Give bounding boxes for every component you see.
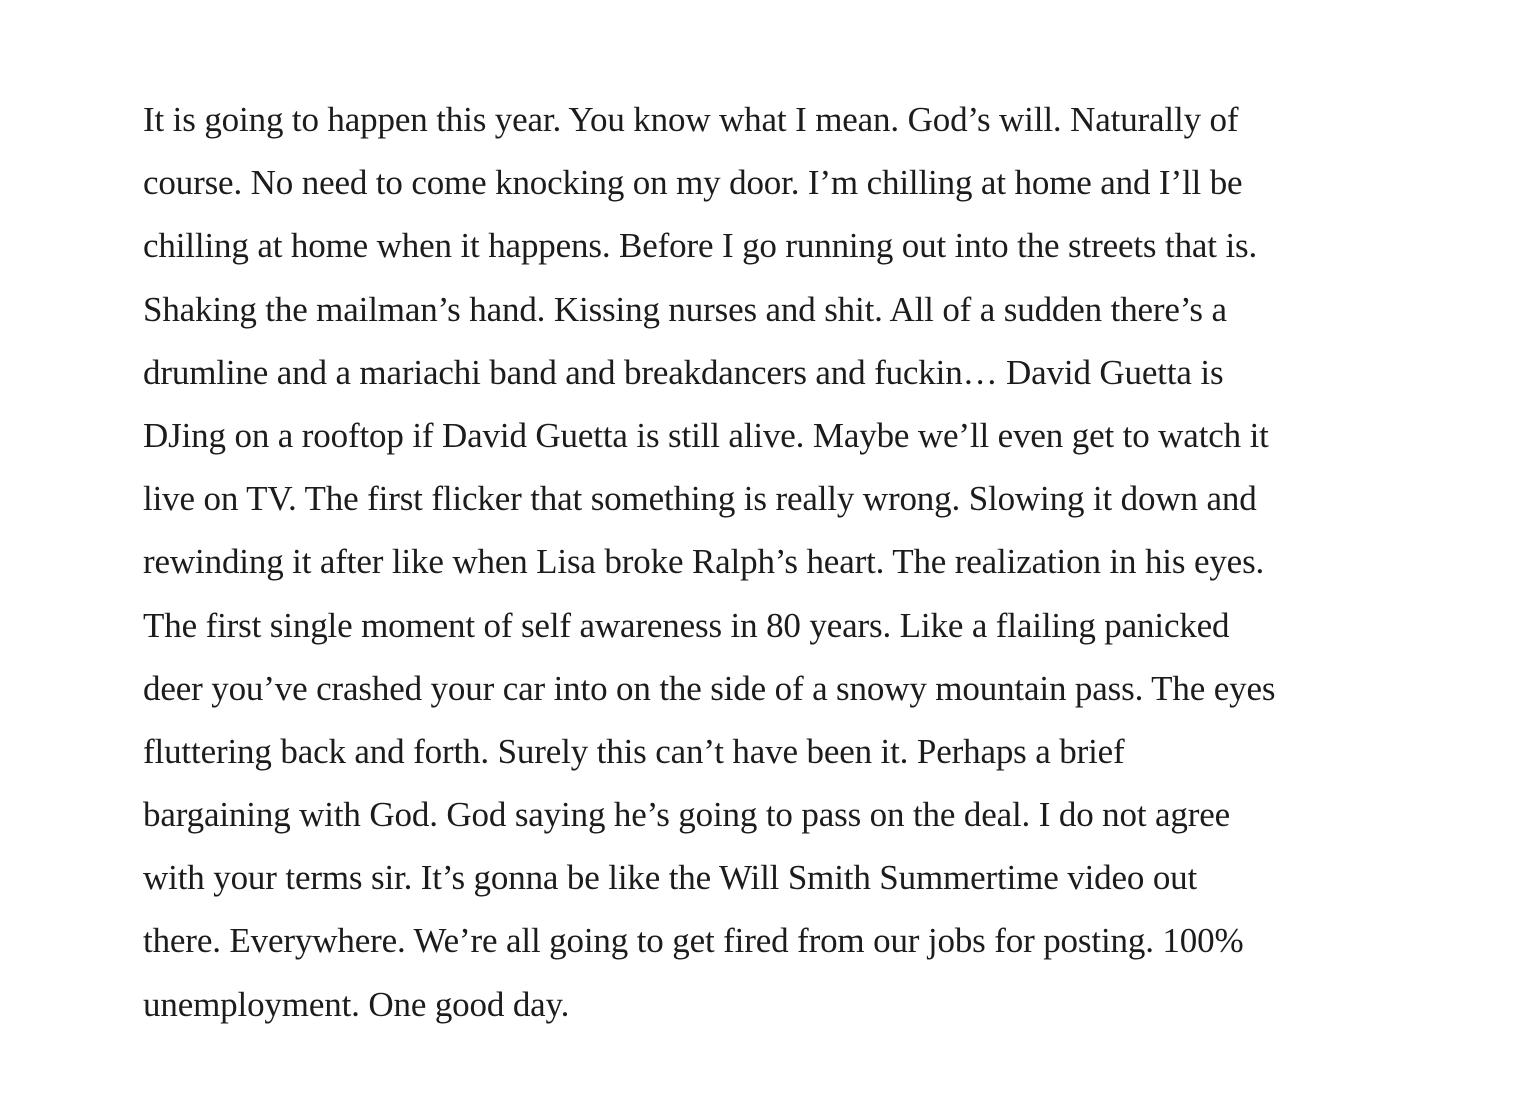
text-line: DJing on a rooftop if David Guetta is still alive. Maybe we’ll even get to watch it: [143, 415, 1269, 455]
text-line: course. No need to come knocking on my door. I’m chilling at home and I’ll be: [143, 163, 1243, 203]
text-line: drumline and a mariachi band and breakdancers and fuckin… David Guetta is: [143, 352, 1224, 392]
text-line: deer you’ve crashed your car into on the side of a snowy mountain pass. The eyes: [143, 668, 1276, 708]
text-line: rewinding it after like when Lisa broke Ralph’s heart. The realization in his eyes.: [143, 542, 1265, 582]
text-line: chilling at home when it happens. Before I go running out into the streets that is.: [143, 226, 1258, 266]
text-line: fluttering back and forth. Surely this can’t have been it. Perhaps a brief: [143, 731, 1125, 771]
text-line: It is going to happen this year. You know what I mean. God’s will. Naturally of: [143, 100, 1239, 139]
document-body: [143, 88, 1403, 1036]
paragraph: [143, 88, 1403, 1036]
text-line: The first single moment of self awareness in 80 years. Like a flailing panicked: [143, 605, 1230, 645]
text-line: live on TV. The first flicker that something is really wrong. Slowing it down and: [143, 479, 1257, 519]
text-line: unemployment. One good day.: [143, 984, 570, 1024]
text-line: Shaking the mailman’s hand. Kissing nurses and shit. All of a sudden there’s a: [143, 289, 1227, 329]
text-line: with your terms sir. It’s gonna be like the Will Smith Summertime video out: [143, 858, 1198, 898]
text-line: bargaining with God. God saying he’s going to pass on the deal. I do not agree: [143, 795, 1231, 835]
text-line: there. Everywhere. We’re all going to get fired from our jobs for posting. 100%: [143, 921, 1244, 961]
